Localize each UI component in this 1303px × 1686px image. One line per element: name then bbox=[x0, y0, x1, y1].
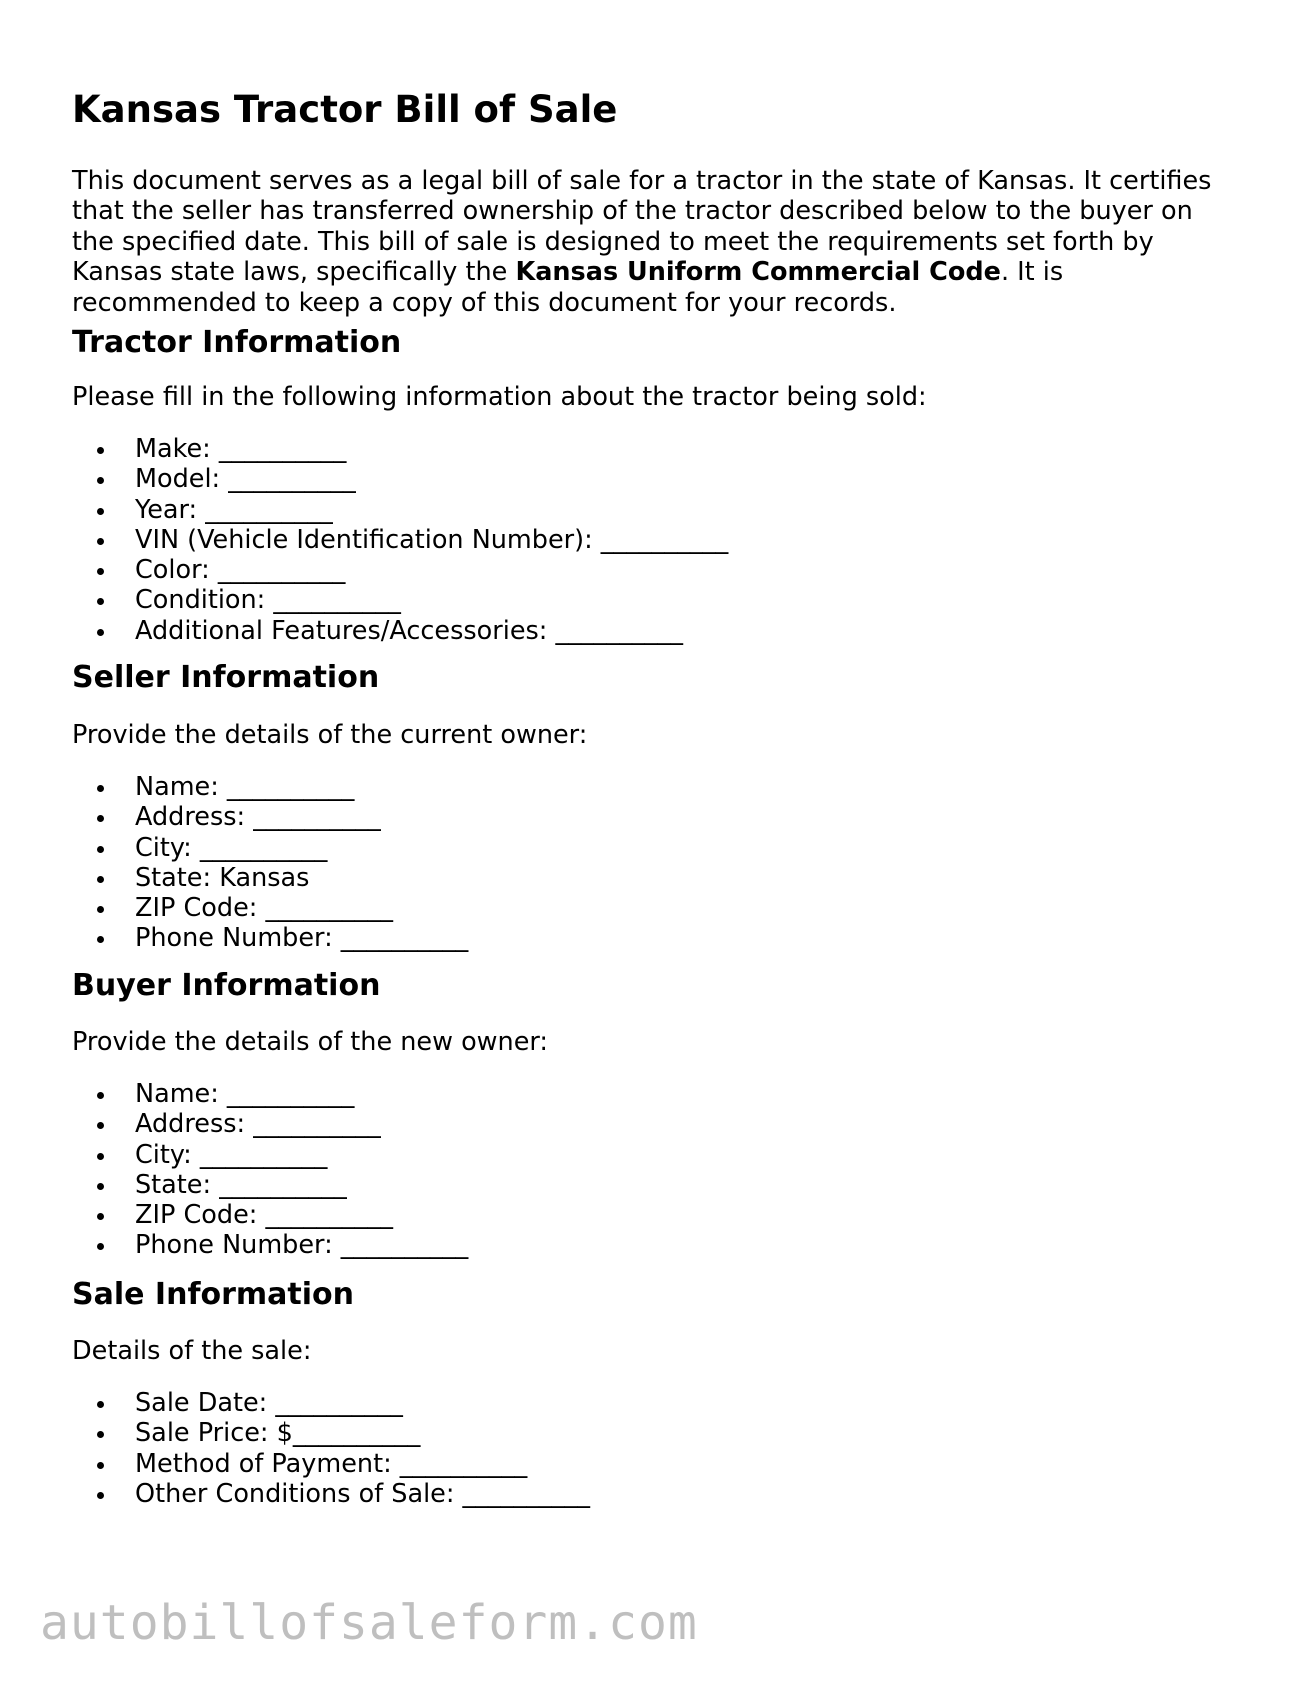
buyer-list bbox=[72, 1079, 468, 1261]
intro-text-1: This document serves as a legal bill of sale for a tractor in the state of Kansas. It certifies that the seller has transferred ownership of the tractor described below to the buyer on the specified date. This bill of sale is designed to meet the requirements set forth by Kansas state laws, specifically the bbox=[72, 166, 1212, 288]
buyer-heading: Buyer Information bbox=[72, 968, 381, 1003]
tractor-item-year: Year: __________ bbox=[135, 495, 728, 525]
tractor-item-model: Model: __________ bbox=[135, 464, 728, 494]
tractor-item-features: Additional Features/Accessories: __________ bbox=[135, 616, 728, 646]
tractor-item-vin: VIN (Vehicle Identification Number): __________ bbox=[135, 524, 729, 555]
buyer-item-city: City: __________ bbox=[135, 1140, 468, 1170]
buyer-item-zip: ZIP Code: __________ bbox=[135, 1200, 468, 1230]
document-title: Kansas Tractor Bill of Sale bbox=[72, 88, 618, 131]
sale-item-price: Sale Price: $__________ bbox=[135, 1418, 590, 1448]
intro-paragraph bbox=[72, 166, 1232, 318]
buyer-lead: Provide the details of the new owner: bbox=[72, 1027, 549, 1057]
seller-item-name: Name: __________ bbox=[135, 772, 468, 802]
intro-bold-law: Kansas Uniform Commercial Code bbox=[515, 257, 1001, 288]
sale-heading: Sale Information bbox=[72, 1277, 354, 1312]
seller-item-state: State: Kansas bbox=[135, 863, 468, 893]
tractor-lead: Please fill in the following information about the tractor being sold: bbox=[72, 382, 927, 412]
tractor-item-make: Make: __________ bbox=[135, 434, 728, 464]
tractor-item-color: Color: __________ bbox=[135, 555, 728, 585]
intro-text-2: . It is recommended to keep a copy of this document for your records. bbox=[72, 257, 1064, 318]
seller-item-zip: ZIP Code: __________ bbox=[135, 893, 468, 923]
tractor-item-condition: Condition: __________ bbox=[135, 585, 728, 615]
seller-item-city: City: __________ bbox=[135, 833, 468, 863]
tractor-heading: Tractor Information bbox=[72, 325, 402, 360]
site-watermark: autobillofsaleform.com bbox=[40, 1595, 698, 1651]
buyer-item-name: Name: __________ bbox=[135, 1079, 468, 1109]
sale-list bbox=[72, 1388, 590, 1509]
seller-item-address: Address: __________ bbox=[135, 802, 468, 832]
seller-lead: Provide the details of the current owner: bbox=[72, 720, 588, 750]
sale-item-conditions: Other Conditions of Sale: __________ bbox=[135, 1478, 591, 1509]
sale-lead: Details of the sale: bbox=[72, 1336, 312, 1366]
seller-heading: Seller Information bbox=[72, 660, 380, 695]
sale-item-date: Sale Date: __________ bbox=[135, 1388, 590, 1418]
sale-item-payment: Method of Payment: __________ bbox=[135, 1449, 590, 1479]
buyer-item-state: State: __________ bbox=[135, 1170, 468, 1200]
buyer-item-address: Address: __________ bbox=[135, 1109, 468, 1139]
seller-list bbox=[72, 772, 468, 954]
buyer-item-phone: Phone Number: __________ bbox=[135, 1230, 469, 1261]
seller-item-phone: Phone Number: __________ bbox=[135, 923, 469, 954]
tractor-list bbox=[72, 434, 728, 646]
